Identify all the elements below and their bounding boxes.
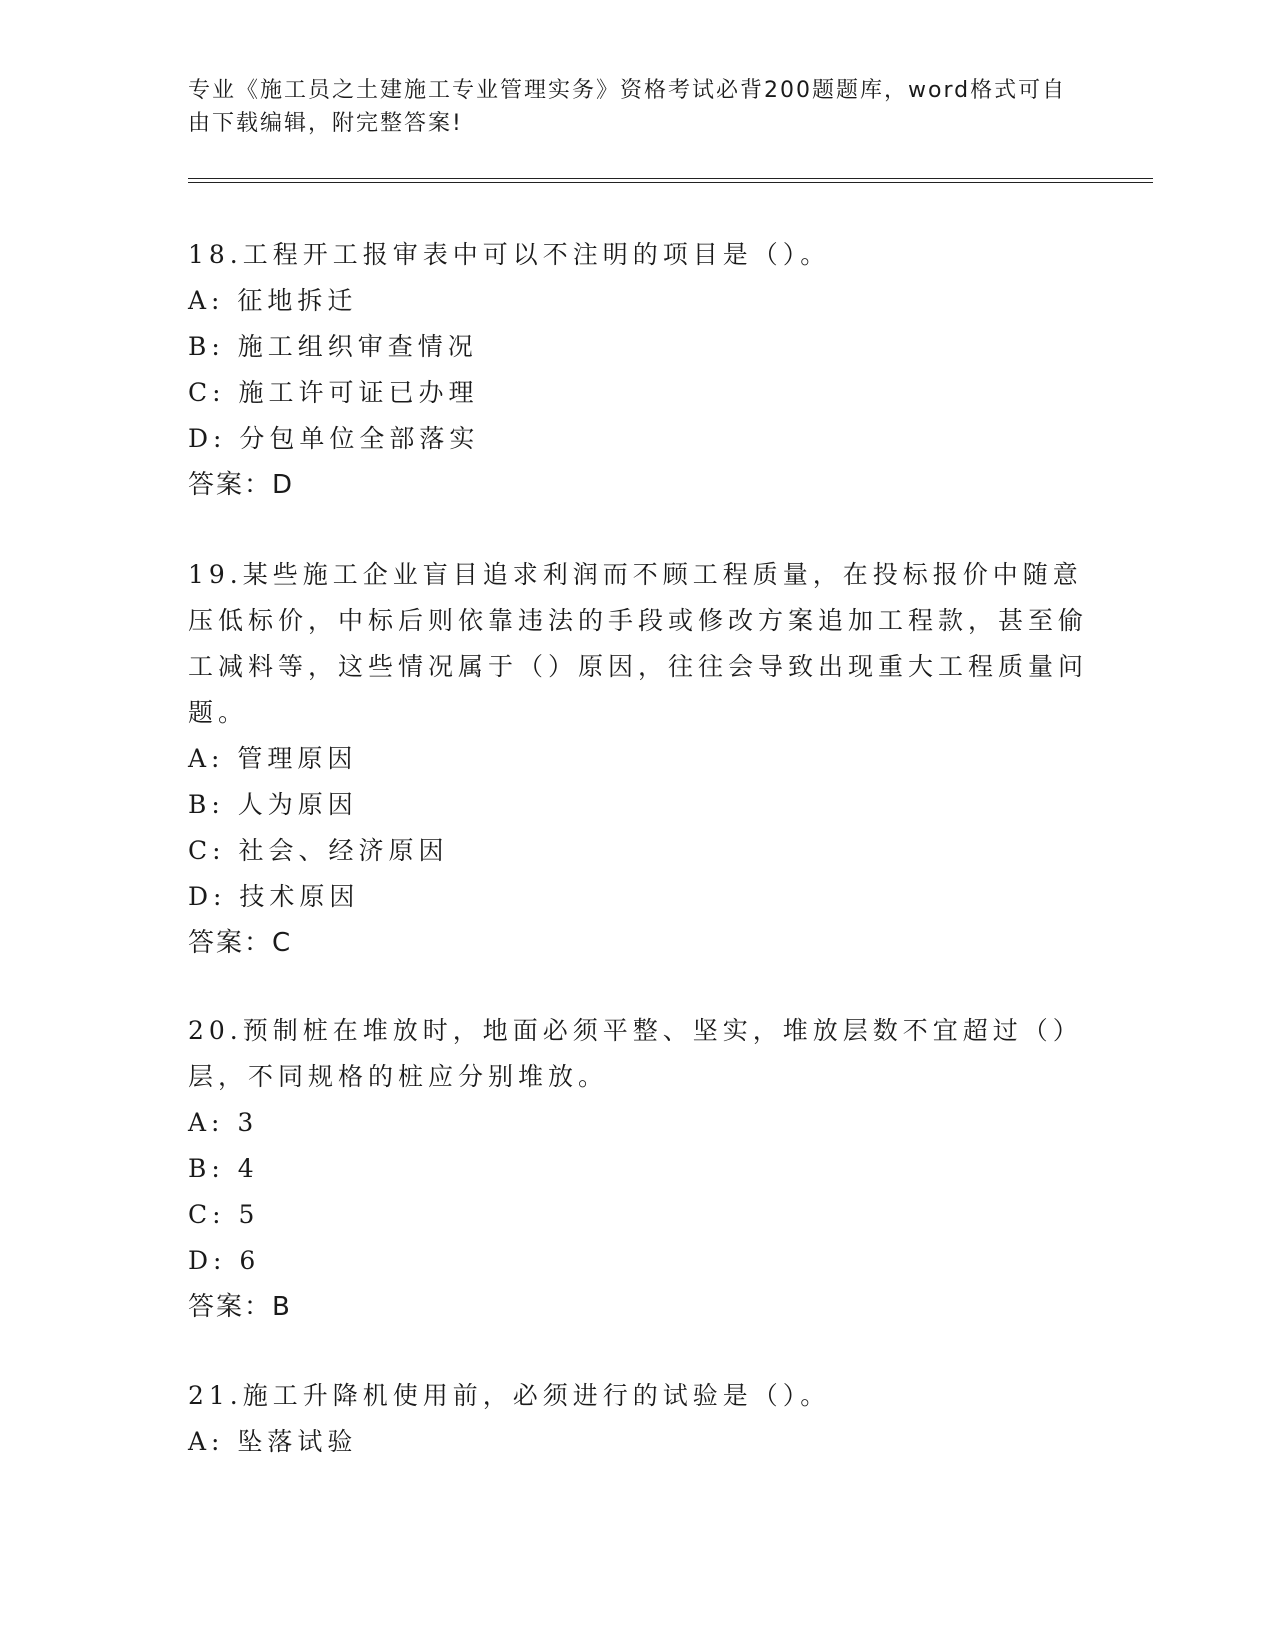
option-c: C: 施工许可证已办理 [188, 378, 479, 407]
answer: 答案：D [188, 470, 295, 500]
question-stem: 21.施工升降机使用前，必须进行的试验是（）。 [188, 1381, 831, 1410]
option-a: A: 征地拆迁 [188, 286, 358, 315]
answer: 答案：B [188, 1292, 292, 1322]
question-stem: 20.预制桩在堆放时，地面必须平整、坚实，堆放层数不宜超过（）层，不同规格的桩应分别堆放。 [188, 1016, 1083, 1091]
option-b: B: 人为原因 [188, 790, 358, 819]
question-18 [188, 232, 1088, 508]
header-double-rule [188, 178, 1153, 183]
option-c: C: 社会、经济原因 [188, 836, 449, 865]
option-a: A: 管理原因 [188, 744, 358, 773]
option-d: D: 6 [188, 1246, 261, 1275]
question-19 [188, 552, 1088, 966]
option-b: B: 4 [188, 1154, 259, 1183]
question-stem: 18.工程开工报审表中可以不注明的项目是（）。 [188, 240, 831, 269]
option-a: A: 坠落试验 [188, 1427, 358, 1456]
question-20 [188, 1008, 1088, 1330]
option-d: D: 技术原因 [188, 882, 360, 911]
question-21 [188, 1373, 1088, 1465]
document-header: 专业《施工员之土建施工专业管理实务》资格考试必背200题题库，word格式可自由下载编辑，附完整答案! [188, 78, 1067, 136]
option-d: D: 分包单位全部落实 [188, 424, 480, 453]
option-a: A: 3 [188, 1108, 259, 1137]
question-stem: 19.某些施工企业盲目追求利润而不顾工程质量，在投标报价中随意压低标价，中标后则依靠违法的手段或修改方案追加工程款，甚至偷工减料等，这些情况属于（）原因，往往会导致出现重大工程质量问题。 [188, 560, 1089, 727]
answer: 答案：C [188, 928, 293, 958]
option-b: B: 施工组织审查情况 [188, 332, 478, 361]
option-c: C: 5 [188, 1200, 260, 1229]
